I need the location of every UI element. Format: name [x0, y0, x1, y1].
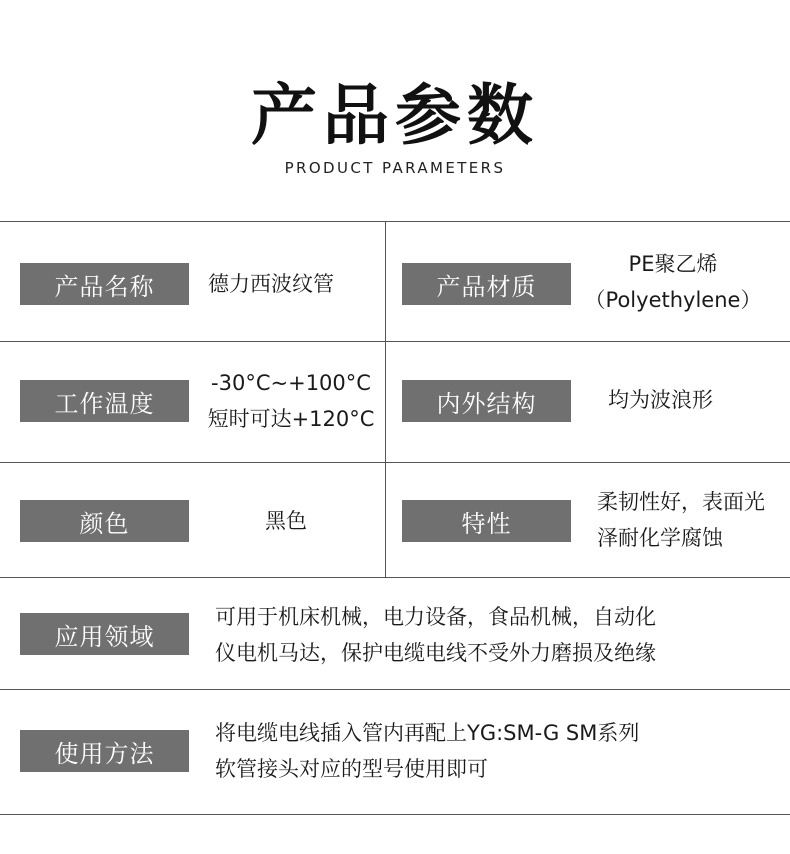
param-label-material: 产品材质	[402, 263, 571, 305]
divider	[0, 341, 790, 342]
value-line: 德力西波纹管	[208, 272, 334, 296]
value-line: PE聚乙烯	[628, 252, 718, 276]
value-line: 黑色	[265, 509, 307, 533]
value-line: -30°C~+100°C	[211, 371, 371, 395]
divider	[0, 814, 790, 815]
value-line: （Polyethylene）	[584, 288, 762, 312]
param-value-usage	[215, 715, 639, 787]
param-label-application: 应用领域	[20, 613, 189, 655]
param-label-usage: 使用方法	[20, 730, 189, 772]
page-title: 产品参数	[251, 77, 539, 154]
param-label-product-name: 产品名称	[20, 263, 189, 305]
param-value-color	[265, 503, 307, 539]
param-label-color: 颜色	[20, 500, 189, 542]
column-divider	[385, 221, 386, 577]
value-line: 将电缆电线插入管内再配上YG:SM-G SM系列	[215, 721, 640, 745]
value-line: 泽耐化学腐蚀	[597, 526, 723, 550]
param-value-product-name	[208, 266, 334, 302]
value-line: 可用于机床机械，电力设备，食品机械，自动化	[215, 605, 656, 629]
param-value-application	[215, 599, 656, 671]
param-label-working-temperature: 工作温度	[20, 380, 189, 422]
divider	[0, 577, 790, 578]
divider	[0, 462, 790, 463]
divider	[0, 689, 790, 690]
param-value-structure	[608, 382, 713, 418]
param-value-features	[597, 484, 765, 556]
param-label-features: 特性	[402, 500, 571, 542]
param-value-material	[578, 246, 768, 318]
value-line: 柔韧性好，表面光	[597, 490, 765, 514]
divider	[0, 221, 790, 222]
page-subtitle: PRODUCT PARAMETERS	[284, 159, 506, 177]
value-line: 均为波浪形	[608, 388, 713, 412]
param-value-working-temperature	[200, 365, 382, 437]
param-label-structure: 内外结构	[402, 380, 571, 422]
value-line: 短时可达+120°C	[207, 407, 375, 431]
value-line: 软管接头对应的型号使用即可	[215, 757, 488, 781]
value-line: 仪电机马达，保护电缆电线不受外力磨损及绝缘	[215, 641, 656, 665]
